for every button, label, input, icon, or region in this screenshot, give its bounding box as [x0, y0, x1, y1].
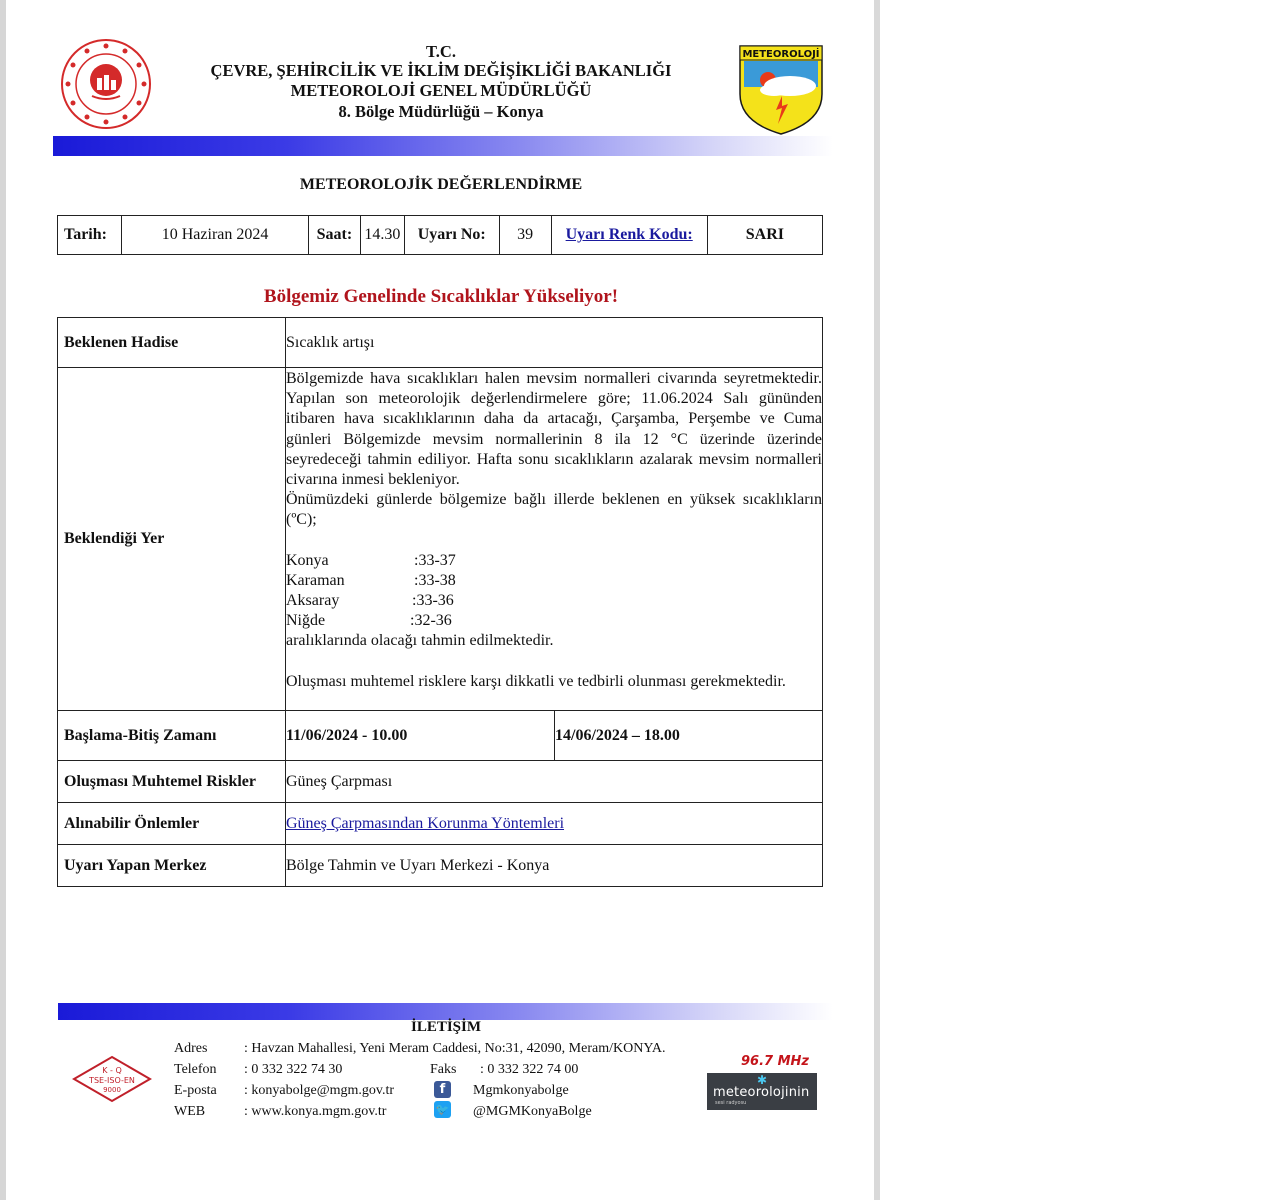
expected-event-value: Sıcaklık artışı: [286, 318, 823, 368]
header-directorate: METEOROLOJİ GENEL MÜDÜRLÜĞÜ: [290, 81, 592, 100]
facebook-handle[interactable]: Mgmkonyabolge: [473, 1083, 569, 1098]
city-temp-range: :33-36: [412, 592, 454, 610]
phone-value: : 0 332 322 74 30: [244, 1062, 343, 1077]
twitter-handle[interactable]: @MGMKonyaBolge: [473, 1104, 592, 1119]
web-value[interactable]: : www.konya.mgm.gov.tr: [244, 1104, 387, 1119]
date-value: 10 Haziran 2024: [122, 216, 309, 255]
warning-no-label: Uyarı No:: [404, 216, 499, 255]
phone-label: Telefon: [174, 1062, 217, 1077]
date-label: Tarih:: [58, 216, 122, 255]
risks-value: Güneş Çarpması: [286, 761, 823, 803]
svg-text:METEOROLOJİ: METEOROLOJİ: [742, 49, 820, 60]
radio-logo: [707, 1073, 817, 1110]
precautions-label: Alınabilir Önlemler: [58, 803, 286, 845]
footer-gradient-bar: [58, 1003, 833, 1020]
web-label: WEB: [174, 1104, 206, 1119]
meteoroloji-shield-icon: [738, 44, 824, 136]
header-line-tc: T.C.: [426, 42, 456, 61]
forecast-paragraph: Bölgemizde hava sıcaklıkları halen mevsim normalleri civarında seyretmektedir. Yapılan son meteorolojik değerlendirmelere göre; 11.06.2024 Salı gününden itibaren hava sıcaklıklarının daha da artacağı, Çarşamba, Perşembe ve Cuma günleri Bölgemizde mevsim normallerinin 8 ila 12 °C üzerinde üzerinde seyredeceği tahmin ediliyor. Hafta sonu sıcaklıkların azalarak mevsim normalleri civarına inmesi bekleniyor.: [286, 370, 822, 489]
city-temp-range: :32-36: [410, 612, 452, 630]
warning-details-table: [57, 317, 823, 887]
city-name: Konya: [286, 551, 329, 569]
start-time-value: 11/06/2024 - 10.00: [286, 711, 555, 761]
max-temp-intro: Önümüzdeki günlerde bölgemize bağlı illerde beklenen en yüksek sıcaklıkların (ºC);: [286, 491, 822, 529]
address-value: : Havzan Mahallesi, Yeni Meram Caddesi, No:31, 42090, Meram/KONYA.: [244, 1041, 666, 1056]
twitter-icon[interactable]: 🐦: [435, 1103, 450, 1116]
warning-no-value: 39: [499, 216, 551, 255]
city-name: Niğde: [286, 612, 326, 630]
radio-frequency: 96.7 MHz: [741, 1054, 809, 1069]
svg-text:K - Q: K - Q: [102, 1066, 122, 1075]
precautions-link[interactable]: Güneş Çarpmasından Korunma Yöntemleri: [286, 814, 565, 832]
svg-text:9000: 9000: [103, 1086, 121, 1094]
end-time-value: 14/06/2024 – 18.00: [555, 711, 823, 761]
warning-info-table: [57, 215, 823, 255]
city-temp-row: [286, 611, 822, 631]
time-value: 14.30: [360, 216, 404, 255]
time-label: Saat:: [308, 216, 360, 255]
risks-label: Oluşması Muhtemel Riskler: [58, 761, 286, 803]
facebook-icon[interactable]: f: [434, 1081, 451, 1098]
radio-name: meteorolojinin: [713, 1085, 810, 1100]
city-temp-row: [286, 571, 822, 591]
city-temp-row: [286, 551, 822, 571]
expected-event-label: Beklenen Hadise: [58, 318, 286, 368]
tse-iso-quality-badge: [72, 1055, 152, 1103]
city-name: Aksaray: [286, 592, 340, 610]
caution-paragraph: Oluşması muhtemel risklere karşı dikkatli ve tedbirli olunması gerekmektedir.: [286, 672, 786, 690]
fax-value: : 0 332 322 74 00: [480, 1062, 579, 1077]
city-temp-range: :33-38: [414, 571, 456, 589]
issuing-center-label: Uyarı Yapan Merkez: [58, 845, 286, 887]
city-name: Karaman: [286, 571, 345, 589]
radio-subtitle: sesi radyosu: [715, 1100, 747, 1106]
header-ministry: ÇEVRE, ŞEHİRCİLİK VE İKLİM DEĞİŞİKLİĞİ BAKANLIĞI: [210, 61, 672, 80]
issuing-center-value: Bölge Tahmin ve Uyarı Merkezi - Konya: [286, 845, 823, 887]
email-value[interactable]: : konyabolge@mgm.gov.tr: [244, 1083, 395, 1098]
expected-place-content: [286, 368, 823, 711]
city-temp-range: :33-37: [414, 551, 456, 569]
header-regional-office: 8. Bölge Müdürlüğü – Konya: [338, 102, 544, 121]
viewer-page-edge: [874, 0, 880, 1200]
expected-place-label: Beklendiği Yer: [58, 368, 286, 711]
address-label: Adres: [174, 1041, 208, 1056]
fax-label: Faks: [430, 1062, 457, 1077]
star-icon: ✱: [757, 1073, 768, 1087]
ministry-seal-icon: [60, 38, 152, 130]
document-title: METEOROLOJİK DEĞERLENDİRME: [299, 176, 583, 193]
start-end-label: Başlama-Bitiş Zamanı: [58, 711, 286, 761]
document-page: [6, 0, 874, 1200]
city-temp-row: [286, 591, 822, 611]
forecast-conclusion: aralıklarında olacağı tahmin edilmektedir.: [286, 632, 554, 650]
color-code-value: SARI: [707, 216, 822, 255]
email-label: E-posta: [174, 1083, 217, 1098]
svg-text:TSE-ISO-EN: TSE-ISO-EN: [89, 1076, 135, 1085]
header-gradient-bar: [53, 136, 833, 156]
contact-title: İLETİŞİM: [410, 1019, 482, 1035]
warning-headline: Bölgemiz Genelinde Sıcaklıklar Yükseliyor!: [263, 286, 619, 307]
color-code-link[interactable]: Uyarı Renk Kodu:: [565, 226, 693, 243]
